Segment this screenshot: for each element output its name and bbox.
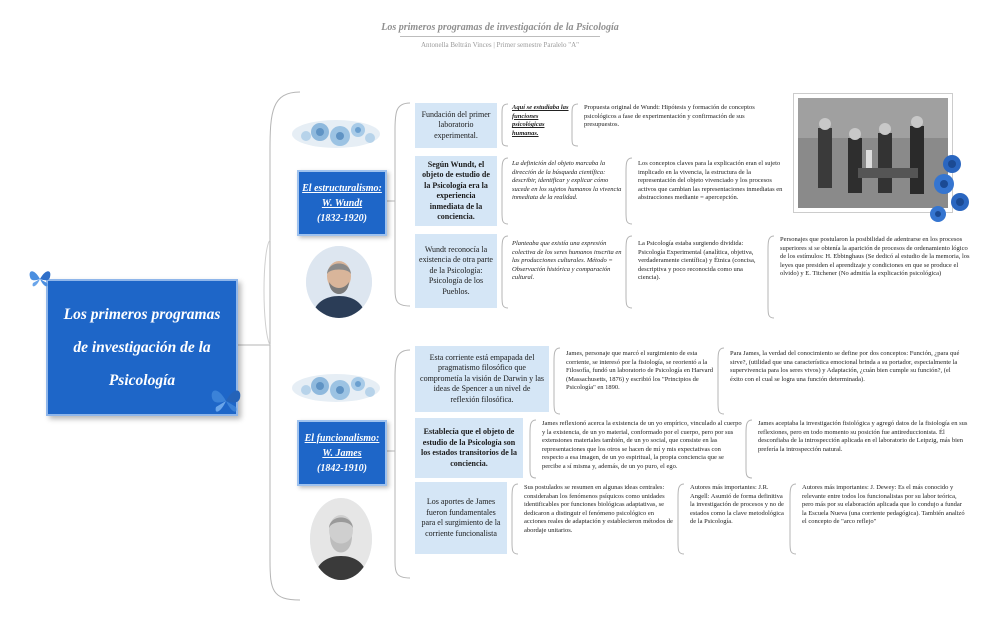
topic-text: Según Wundt, el objeto de estudio de la Psicología era la experiencia inmediata de la conciencia. [422,159,490,221]
topic-box [415,346,549,412]
header-subtitle: Antonella Beltrán Vinces | Primer semestre Paralelo "A" [421,41,579,49]
section-heading: El estructuralismo: [302,182,382,194]
section-heading-estructuralismo [297,170,387,236]
note-text: Autores más importantes: J. Dewey: Es el más conocido y relevante entre todos los funcionalistas por su labor teórica, pero más por su elaboración aplicada que lo condujo a fundar la Escuela Nueva (una corriente pedagógica). También analizó el concepto de "arco reflejo" [802,484,965,525]
section-years: (1832-1920) [317,212,367,224]
topic-box [415,156,497,226]
section-heading-funcionalismo [297,420,387,486]
note-text: Autores más importantes: J.R. Angell: Asumió de forma definitiva la investigación de procesos y no de estados como la clave metodológica de la Psicología. [690,484,784,525]
note-text: James aceptaba la investigación fisiológica y agregó datos de la fisiología en sus reflexiones, pero en todo momento su posición fue antireduccionista. Él desconfiaba de la introspección aplicada en el laboratorio de Leipzig, más bien prefería la introspección natural. [758,420,968,453]
note-text: Sus postulados se resumen en algunas ideas centrales: consideraban los fenómenos psíquicos como unidades identificables por funciones biológicas adaptativas, se dedicaron a distinguir el fenómeno psicológico en acciones reales de adaptación y establecieron métodos de abordaje unitarios. [524,484,673,534]
note-text: Aquí se estudiaba las funciones psicológicas humanas. [512,104,569,137]
note-text: Propuesta original de Wundt: Hipótesis y formación de conceptos psicológicos a fase de experimentación y confirmación de sus presupuestos. [584,104,755,128]
topic-text: Wundt reconocía la existencia de otra parte de la Psicología: Psicología de los Pueblos. [419,244,493,296]
topic-box [415,482,507,554]
section-author: W. James [322,447,362,459]
topic-text: Establecía que el objeto de estudio de la Psicología son los estados transitorios de la conciencia. [421,427,517,468]
topic-box [415,418,523,478]
note-text: Planteaba que existía una expresión colectiva de los seres humanos inscrita en las producciones culturales. Método = Observación histórica y comparación cultural. [512,240,622,281]
section-heading: El funcionalismo: [304,432,380,444]
topic-text: Esta corriente está empapada del pragmatismo filosófico que comprometía la visión de Darwin y las ideas de Spencer a un nivel de reflexión filosófica. [420,352,544,404]
note-text: La definición del objeto marcaba la dirección de la búsqueda científica: describir, identificar y explicar cómo sucede en los sujetos humanos la vivencia inmediata de la realidad. [512,160,622,201]
note-text: James, personaje que marcó el surgimiento de esta corriente, se interesó por la fisiología, se reorientó a la Filosofía, fundó un laboratorio de Psicología en Harvard (Massachusetts, 1876) y escribió los "Principios de Psicología" en 1890. [566,350,713,391]
section-author: W. Wundt [321,197,363,209]
floral-decoration-icon [290,366,382,408]
note-text: La Psicología estaba surgiendo dividida: Psicología Experimental (analítica, objetiva, verdaderamente científica) y Étnica (concisa, descriptiva y poco reconocida como una ciencia). [638,240,756,281]
flower-decoration-icon [922,150,978,230]
main-title: Los primeros programas de investigación de la Psicología [63,306,221,389]
note-text: James reflexionó acerca la existencia de un yo empírico, vinculado al cuerpo y la existencia, de un yo material, conformado por el cuerpo, pero por sus extensiones materiales también, de un yo social, que consiste en las representaciones que los otros se hacen de mí y mis expectativas con respecto a esa imagen, de un yo espiritual, la propia conciencia que se percibe a sí misma y, además, de un yo puro, el ego. [542,420,742,470]
butterfly-icon [28,268,52,290]
note-text: Los conceptos claves para la explicación eran el sujeto implicado en la vivencia, la estructura de la representación del objeto vivenciado y los procesos activos que cambian las representaciones inmediatas en abstracciones mediante = apercepción. [638,160,783,201]
section-years: (1842-1910) [317,462,367,474]
topic-text: Los aportes de James fueron fundamentales para el surgimiento de la corriente funcionalista [421,497,501,538]
note-text: Personajes que postularon la posibilidad de adentrarse en los procesos superiores si se obtenía la aparición de procesos de ordenamiento lógico de los estímulos: H. Ebbinghaus (Se dedicó al estudio de la memoria, los leyes que presiden el aprendizaje y condiciones en que se produce el olvido) y E. Titchener (No admitía la explicación psicológica) [780,236,970,277]
topic-box [415,103,497,148]
topic-text: Fundación del primer laboratorio experimental. [421,109,491,140]
floral-decoration-icon [290,112,382,154]
butterfly-icon [210,386,242,416]
james-portrait [310,498,372,580]
header-title: Los primeros programas de investigación de la Psicología [381,22,619,33]
note-text: Para James, la verdad del conocimiento se define por dos conceptos: Función, ¿para qué sirve?, (utilidad que una característica emocional brinda a su portador, especialmente la supervivencia para los seres vivos) y Adaptación, ¿cuán bien cumple su función?, (el éxito con el cual se logra una función determinada). [730,350,960,383]
topic-box [415,234,497,308]
wundt-portrait [306,246,372,318]
